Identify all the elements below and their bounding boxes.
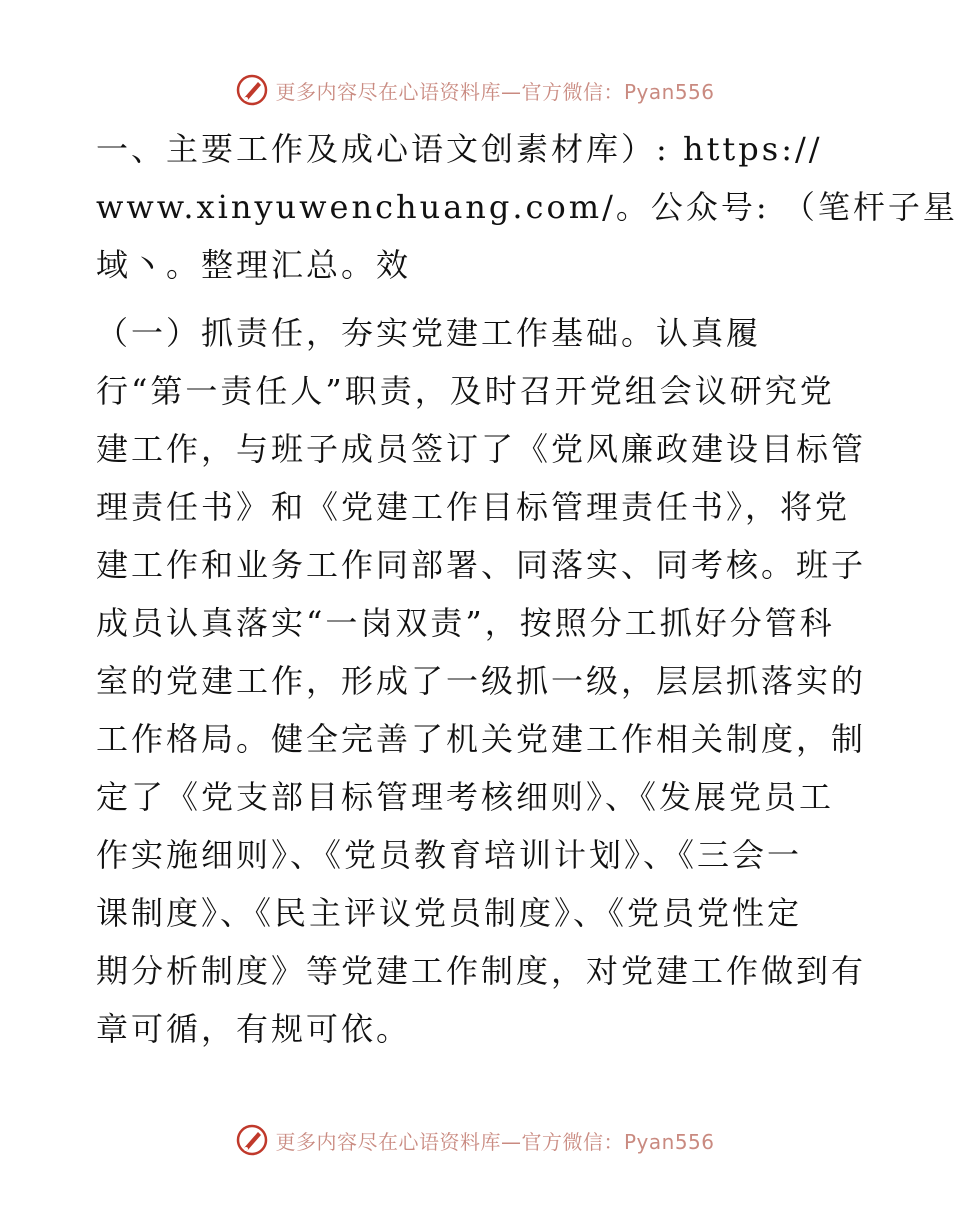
- paragraph-line: 建工作，与班子成员签订了《党风廉政建设目标管: [96, 430, 867, 468]
- heading-line: 一、主要工作及成心语文创素材库）: https://: [96, 130, 823, 168]
- heading-line: www.xinyuwenchuang.com/。公众号: （笔杆子星: [96, 188, 958, 226]
- watermark-header: [0, 70, 950, 110]
- watermark-text: 更多内容尽在心语资料库—官方微信：Pyan556: [275, 1129, 715, 1154]
- pen-logo-icon: [235, 1123, 269, 1157]
- paragraph-line: 建工作和业务工作同部署、同落实、同考核。班子: [96, 546, 867, 584]
- paragraph-line: （一）抓责任，夯实党建工作基础。认真履: [96, 314, 762, 352]
- paragraph-line: 工作格局。健全完善了机关党建工作相关制度，制: [96, 720, 867, 758]
- document-body: [96, 120, 958, 1058]
- paragraph-line: 行“第一责任人”职责，及时召开党组会议研究党: [96, 372, 835, 410]
- pen-logo-icon: [235, 73, 269, 107]
- paragraph-line: 章可循，有规可依。: [96, 1010, 412, 1048]
- paragraph-line: 期分析制度》等党建工作制度，对党建工作做到有: [96, 952, 867, 990]
- watermark-text: 更多内容尽在心语资料库—官方微信：Pyan556: [275, 79, 715, 104]
- paragraph-line: 课制度》、《民主评议党员制度》、《党员党性定: [96, 894, 803, 932]
- heading-line: 域丶。整理汇总。效: [96, 246, 412, 284]
- paragraph-line: 成员认真落实“一岗双责”，按照分工抓好分管科: [96, 604, 835, 642]
- paragraph-line: 室的党建工作，形成了一级抓一级，层层抓落实的: [96, 662, 867, 700]
- paragraph-line: 定了《党支部目标管理考核细则》、《发展党员工: [96, 778, 835, 816]
- paragraph-line: 作实施细则》、《党员教育培训计划》、《三会一: [96, 836, 803, 874]
- paragraph-line: 理责任书》和《党建工作目标管理责任书》，将党: [96, 488, 851, 526]
- watermark-footer: [0, 1120, 950, 1160]
